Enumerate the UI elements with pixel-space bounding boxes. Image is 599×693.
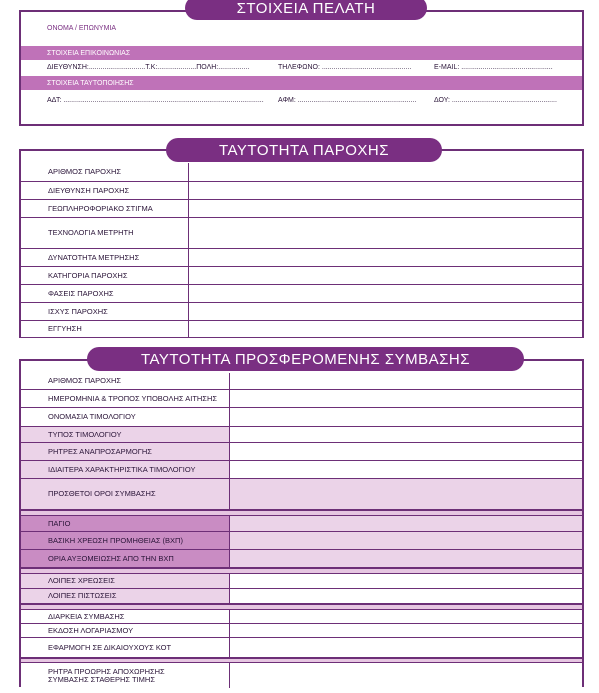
row-value-field[interactable] (189, 182, 582, 199)
row-value-field[interactable] (230, 516, 582, 531)
table-row (21, 267, 582, 285)
row-label: ΕΚΔΟΣΗ ΛΟΓΑΡΙΑΣΜΟΥ (21, 624, 230, 637)
table-row (21, 516, 582, 532)
row-value-field[interactable] (189, 267, 582, 284)
row-label: ΟΡΙΑ ΑΥΞΟΜΕΙΩΣΗΣ ΑΠΟ ΤΗΝ ΒΧΠ (21, 550, 230, 567)
table-row (21, 408, 582, 427)
row-label: ΕΓΓΥΗΣΗ (21, 321, 189, 337)
row-label: ΙΔΙΑΙΤΕΡΑ ΧΑΡΑΚΤΗΡΙΣΤΙΚΑ ΤΙΜΟΛΟΓΙΟΥ (21, 461, 230, 478)
row-label: ΕΦΑΡΜΟΓΗ ΣΕ ΔΙΚΑΙΟΥΧΟΥΣ ΚΟΤ (21, 638, 230, 657)
row-label: ΦΑΣΕΙΣ ΠΑΡΟΧΗΣ (21, 285, 189, 302)
table-row (21, 550, 582, 568)
table-row (21, 390, 582, 408)
table-row (21, 218, 582, 249)
row-value-field[interactable] (230, 589, 582, 603)
row-value-field[interactable] (189, 218, 582, 248)
row-value-field[interactable] (189, 200, 582, 217)
row-value-field[interactable] (230, 532, 582, 549)
row-value-field[interactable] (230, 443, 582, 460)
row-label: ΑΡΙΘΜΟΣ ΠΑΡΟΧΗΣ (21, 163, 189, 181)
row-label: ΑΡΙΘΜΟΣ ΠΑΡΟΧΗΣ (21, 373, 230, 389)
client-section (19, 10, 584, 126)
row-label: ΡΗΤΡΑ ΠΡΟΩΡΗΣ ΑΠΟΧΩΡΗΣΗΣ ΣΥΜΒΑΣΗΣ ΣΤΑΘΕΡΗΣ ΤΙΜΗΣ (21, 663, 230, 688)
table-row (21, 610, 582, 624)
table-row (21, 663, 582, 688)
row-value-field[interactable] (230, 373, 582, 389)
row-value-field[interactable] (189, 321, 582, 337)
table-row (21, 638, 582, 658)
contract-title: ΤΑΥΤΟΤΗΤΑ ΠΡΟΣΦΕΡΟΜΕΝΗΣ ΣΥΜΒΑΣΗΣ (87, 347, 524, 371)
name-label: ΟΝΟΜΑ / ΕΠΩΝΥΜΙΑ (47, 25, 117, 32)
doy-label: ΔΟΥ: ...................................................... (434, 97, 557, 104)
row-value-field[interactable] (230, 390, 582, 407)
table-row (21, 163, 582, 182)
table-row (21, 574, 582, 589)
row-value-field[interactable] (230, 408, 582, 426)
table-row (21, 249, 582, 267)
row-label: ΗΜΕΡΟΜΗΝΙΑ & ΤΡΟΠΟΣ ΥΠΟΒΟΛΗΣ ΑΙΤΗΣΗΣ (21, 390, 230, 407)
row-label: ΤΥΠΟΣ ΤΙΜΟΛΟΓΙΟΥ (21, 427, 230, 442)
client-title: ΣΤΟΙΧΕΙΑ ΠΕΛΑΤΗ (185, 0, 427, 20)
contact-header: ΣΤΟΙΧΕΙΑ ΕΠΙΚΟΙΝΩΝΙΑΣ (21, 46, 582, 60)
row-label: ΛΟΙΠΕΣ ΧΡΕΩΣΕΙΣ (21, 574, 230, 588)
row-value-field[interactable] (230, 663, 582, 688)
row-value-field[interactable] (230, 638, 582, 657)
table-row (21, 624, 582, 638)
phone-label: ΤΗΛΕΦΩΝΟ: .............................................. (278, 64, 412, 71)
table-row (21, 479, 582, 510)
table-row (21, 200, 582, 218)
adt-label: ΑΔΤ: ....................................................................................................... (47, 97, 264, 104)
row-label: ΡΗΤΡΕΣ ΑΝΑΠΡΟΣΑΡΜΟΓΗΣ (21, 443, 230, 460)
row-label: ΔΙΕΥΘΥΝΣΗ ΠΑΡΟΧΗΣ (21, 182, 189, 199)
row-label: ΔΥΝΑΤΟΤΗΤΑ ΜΕΤΡΗΣΗΣ (21, 249, 189, 266)
row-value-field[interactable] (230, 550, 582, 567)
row-value-field[interactable] (189, 249, 582, 266)
row-value-field[interactable] (230, 574, 582, 588)
row-label: ΒΑΣΙΚΗ ΧΡΕΩΣΗ ΠΡΟΜΗΘΕΙΑΣ (ΒΧΠ) (21, 532, 230, 549)
contract-section (19, 359, 584, 687)
row-value-field[interactable] (230, 427, 582, 442)
row-label: ΛΟΙΠΕΣ ΠΙΣΤΩΣΕΙΣ (21, 589, 230, 603)
row-label: ΓΕΩΠΛΗΡΟΦΟΡΙΑΚΟ ΣΤΙΓΜΑ (21, 200, 189, 217)
table-row (21, 532, 582, 550)
row-label: ΤΕΧΝΟΛΟΓΙΑ ΜΕΤΡΗΤΗ (21, 218, 189, 248)
afm-label: ΑΦΜ: ............................................................. (278, 97, 417, 104)
row-value-field[interactable] (230, 624, 582, 637)
supply-section (19, 149, 584, 338)
row-label: ΚΑΤΗΓΟΡΙΑ ΠΑΡΟΧΗΣ (21, 267, 189, 284)
table-row (21, 427, 582, 443)
table-row (21, 285, 582, 303)
table-row (21, 373, 582, 390)
table-row (21, 461, 582, 479)
table-row (21, 321, 582, 337)
row-value-field[interactable] (189, 285, 582, 302)
row-label: ΙΣΧΥΣ ΠΑΡΟΧΗΣ (21, 303, 189, 320)
id-header: ΣΤΟΙΧΕΙΑ ΤΑΥΤΟΠΟΙΗΣΗΣ (21, 76, 582, 90)
row-value-field[interactable] (230, 479, 582, 509)
supply-title: ΤΑΥΤΟΤΗΤΑ ΠΑΡΟΧΗΣ (166, 138, 442, 162)
table-row (21, 303, 582, 321)
row-value-field[interactable] (230, 461, 582, 478)
table-row (21, 589, 582, 604)
address-label: ΔΙΕΥΘΥΝΣΗ:.............................Τ.Κ:....................ΠΟΛΗ:................ (47, 64, 250, 71)
row-value-field[interactable] (189, 163, 582, 181)
table-row (21, 443, 582, 461)
row-label: ΔΙΑΡΚΕΙΑ ΣΥΜΒΑΣΗΣ (21, 610, 230, 623)
row-label: ΠΑΓΙΟ (21, 516, 230, 531)
table-row (21, 182, 582, 200)
email-label: E-MAIL: ............................................... (434, 64, 553, 71)
row-value-field[interactable] (189, 303, 582, 320)
row-label: ΠΡΟΣΘΕΤΟΙ ΟΡΟΙ ΣΥΜΒΑΣΗΣ (21, 479, 230, 509)
row-value-field[interactable] (230, 610, 582, 623)
row-label: ΟΝΟΜΑΣΙΑ ΤΙΜΟΛΟΓΙΟΥ (21, 408, 230, 426)
